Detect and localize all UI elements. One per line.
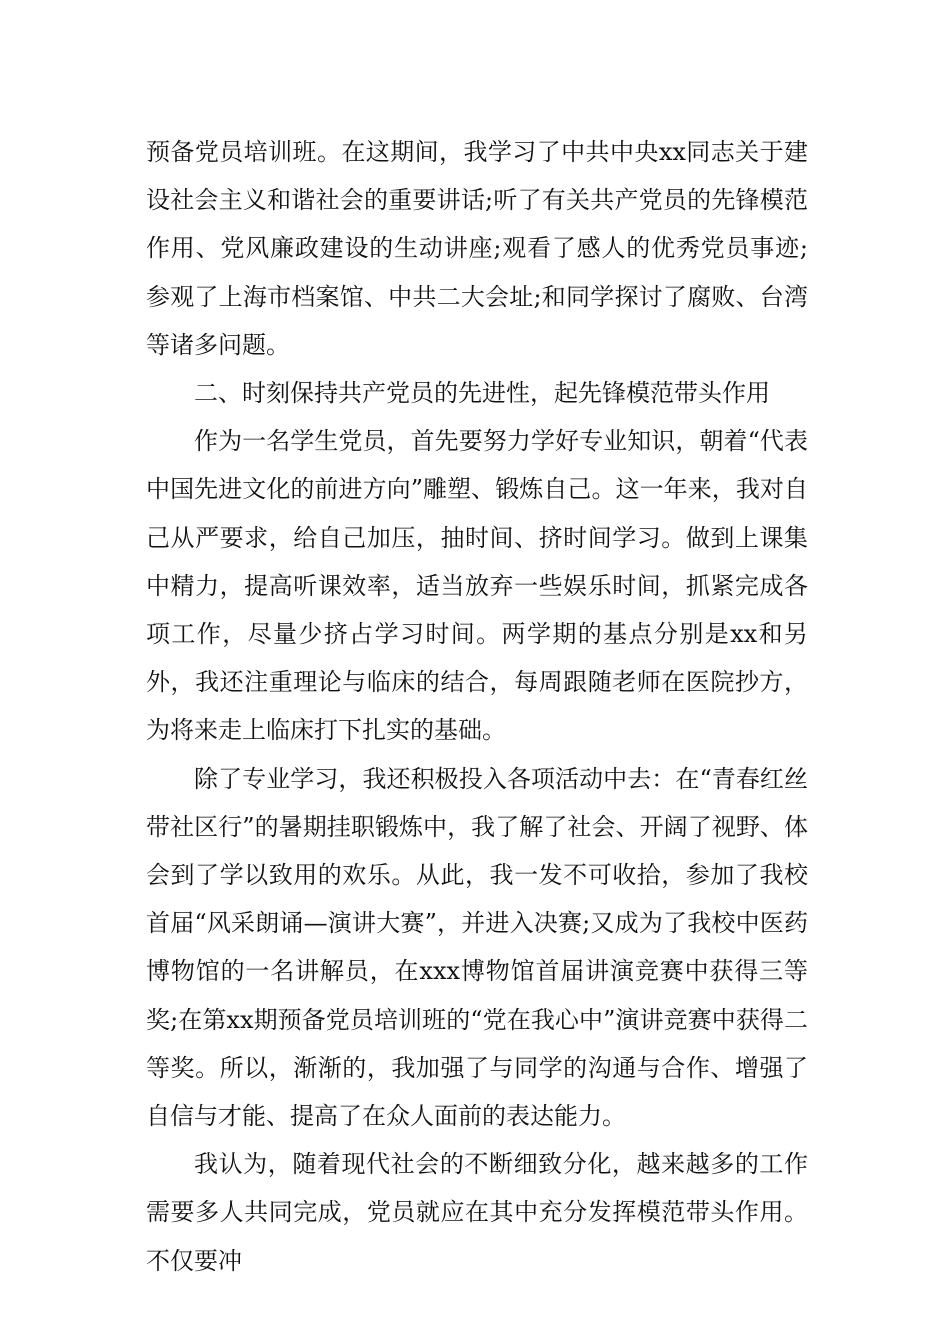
section-heading: 二、时刻保持共产党员的先进性，起先锋模范带头作用	[194, 379, 770, 408]
paragraph-activities: 除了专业学习，我还积极投入各项活动中去：在“青春红丝带社区行”的暑期挂职锻炼中，我了解了社会、开阔了视野、体会到了学以致用的欢乐。从此，我一发不可收拾，参加了我校首届“风采朗诵—演讲大赛”，并进入决赛;又成为了我校中医药博物馆的一名讲解员，在xxx博物馆首届讲演竞赛中获得三等奖;在第xx期预备党员培训班的“党在我心中”演讲竞赛中获得二等奖。所以，渐渐的，我加强了与同学的沟通与合作、增强了自信与才能、提高了在众人面前的表达能力。	[146, 764, 808, 1131]
paragraph-teamwork: 我认为，随着现代社会的不断细致分化，越来越多的工作需要多人共同完成，党员就应在其中充分发挥模范带头作用。不仅要冲	[146, 1150, 808, 1275]
paragraph-continuation: 预备党员培训班。在这期间，我学习了中共中央xx同志关于建设社会主义和谐社会的重要讲话;听了有关共产党员的先锋模范作用、党风廉政建设的生动讲座;观看了感人的优秀党员事迹;参观了上海市档案馆、中共二大会址;和同学探讨了腐败、台湾等诸多问题。	[146, 138, 808, 359]
document-body	[146, 128, 808, 1285]
paragraph-study: 作为一名学生党员，首先要努力学好专业知识，朝着“代表中国先进文化的前进方向”雕塑、锻炼自己。这一年来，我对自己从严要求，给自己加压，抽时间、挤时间学习。做到上课集中精力，提高听课效率，适当放弃一些娱乐时间，抓紧完成各项工作，尽量少挤占学习时间。两学期的基点分别是xx和另外，我还注重理论与临床的结合，每周跟随老师在医院抄方，为将来走上临床打下扎实的基础。	[146, 427, 808, 745]
